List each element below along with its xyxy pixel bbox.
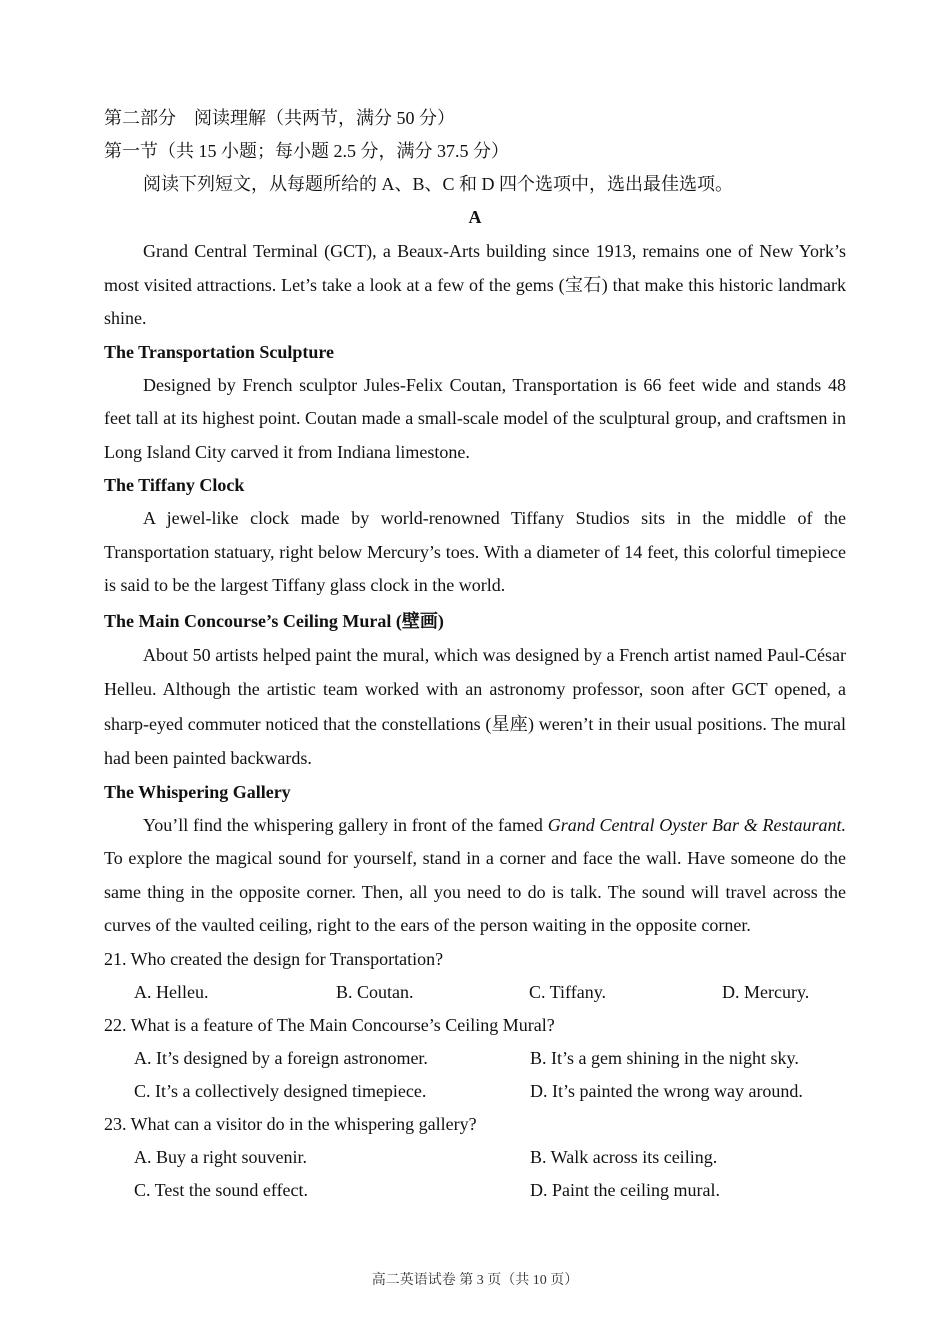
option-c[interactable]: C. It’s a collectively designed timepiece. <box>134 1080 427 1101</box>
whispering-text-before: You’ll find the whispering gallery in front of the famed <box>143 814 548 835</box>
section-text-transportation: Designed by French sculptor Jules-Felix Coutan, Transportation is 66 feet wide and stands 48 feet tall at its highest point. Coutan made a small-scale model of the sculptural group, and craftsmen in Long Island City carved it from Indiana limestone. <box>104 374 846 462</box>
section-text-whispering-gallery <box>104 809 846 943</box>
question-23-options-row1 <box>104 1141 846 1174</box>
question-23-options-row2 <box>104 1174 846 1207</box>
section-heading-tiffany-clock: The Tiffany Clock <box>104 475 245 495</box>
section-text-ceiling-mural: About 50 artists helped paint the mural, which was designed by a French artist named Paul-César Helleu. Although the artistic team worked with an astronomy professor, soon after GCT opened, a sharp-eyed commuter noticed that the constellations (星座) weren’t in their usual positions. The mural had been painted backwards. <box>104 644 846 768</box>
section-heading-ceiling-mural: The Main Concourse’s Ceiling Mural (壁画) <box>104 610 444 631</box>
option-a[interactable]: A. Helleu. <box>134 981 209 1002</box>
section-title: 第一节（共 15 小题；每小题 2.5 分，满分 37.5 分） <box>104 141 509 161</box>
question-22-options-row2 <box>104 1075 846 1108</box>
question-23-stem: 23. What can a visitor do in the whispering gallery? <box>104 1113 477 1134</box>
option-c[interactable]: C. Tiffany. <box>529 981 607 1002</box>
option-a[interactable]: A. Buy a right souvenir. <box>134 1146 307 1167</box>
section-text-tiffany-clock: A jewel-like clock made by world-renowned Tiffany Studios sits in the middle of the Transportation statuary, right below Mercury’s toes. With a diameter of 14 feet, this colorful timepiece is said to be the largest Tiffany glass clock in the world. <box>104 508 846 595</box>
option-b[interactable]: B. Coutan. <box>336 981 414 1002</box>
question-22-stem: 22. What is a feature of The Main Concourse’s Ceiling Mural? <box>104 1014 555 1035</box>
option-b[interactable]: B. Walk across its ceiling. <box>530 1146 718 1167</box>
option-d[interactable]: D. Paint the ceiling mural. <box>530 1179 720 1200</box>
section-heading-whispering-gallery: The Whispering Gallery <box>104 781 291 802</box>
question-22-options-row1 <box>104 1042 846 1075</box>
option-d[interactable]: D. Mercury. <box>722 981 810 1002</box>
question-21-stem: 21. Who created the design for Transportation? <box>104 948 444 969</box>
passage-intro: Grand Central Terminal (GCT), a Beaux-Arts building since 1913, remains one of New York’s most visited attractions. Let’s take a look at a few of the gems (宝石) that make this historic landmark shine. <box>104 241 846 328</box>
exam-page <box>104 102 846 1207</box>
passage-label: A <box>468 207 482 227</box>
page-footer: 高二英语试卷 第 3 页（共 10 页） <box>371 1273 579 1288</box>
section-heading-transportation: The Transportation Sculpture <box>104 341 335 362</box>
option-d[interactable]: D. It’s painted the wrong way around. <box>530 1080 803 1101</box>
option-b[interactable]: B. It’s a gem shining in the night sky. <box>530 1047 799 1068</box>
option-c[interactable]: C. Test the sound effect. <box>134 1179 309 1200</box>
whispering-text-after: To explore the magical sound for yourself, stand in a corner and face the wall. Have someone do the same thing in the opposite corner. Then, all you need to do is talk. The sound will travel across the curves of the vaulted ceiling, right to the ears of the person waiting in the opposite corner. <box>104 848 846 935</box>
oyster-bar-name: Grand Central Oyster Bar & Restaurant. <box>547 814 846 835</box>
instruction: 阅读下列短文，从每题所给的 A、B、C 和 D 四个选项中，选出最佳选项。 <box>143 174 734 194</box>
option-a[interactable]: A. It’s designed by a foreign astronomer. <box>134 1047 428 1068</box>
part-title: 第二部分 阅读理解（共两节，满分 50 分） <box>104 108 455 128</box>
question-21-options <box>104 976 846 1009</box>
